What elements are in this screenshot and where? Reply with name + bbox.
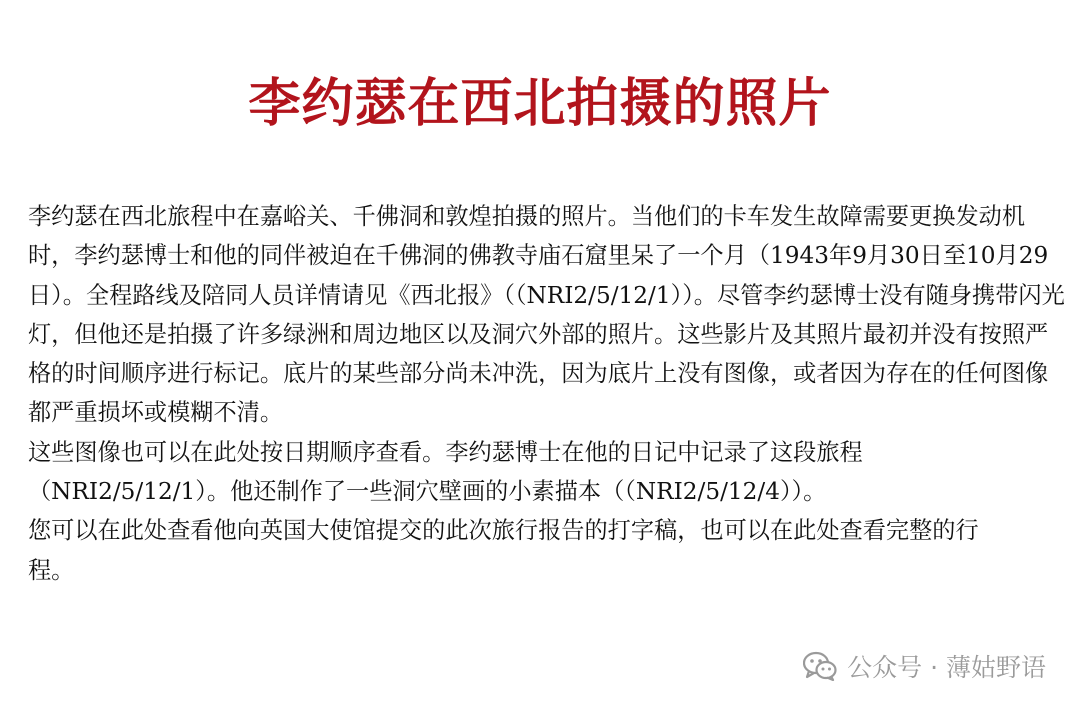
document-body <box>28 197 1068 590</box>
paragraph-3: 您可以在此处查看他向英国大使馆提交的此次旅行报告的打字稿，也可以在此处查看完整的行程。 <box>28 517 979 584</box>
paragraph-2: 这些图像也可以在此处按日期顺序查看。李约瑟博士在他的日记中记录了这段旅程（NRI2/5/12/1）。他还制作了一些洞穴壁画的小素描本（（NRI2/5/12/4））。 <box>28 438 863 506</box>
watermark <box>803 646 1046 686</box>
watermark-text: 公众号 · 薄姑野语 <box>847 653 1046 682</box>
page-title: 李约瑟在西北拍摄的照片 <box>248 73 832 134</box>
wechat-icon <box>803 651 837 681</box>
paragraph-1: 李约瑟在西北旅程中在嘉峪关、千佛洞和敦煌拍摄的照片。当他们的卡车发生故障需要更换发动机时，李约瑟博士和他的同伴被迫在千佛洞的佛教寺庙石窟里呆了一个月（1943年9月30日至10月29日）。全程路线及陪同人员详情请见《西北报》（（NRI2/5/12/1））。尽管李约瑟博士没有随身携带闪光灯，但他还是拍摄了许多绿洲和周边地区以及洞穴外部的照片。这些影片及其照片最初并没有按照严格的时间顺序进行标记。底片的某些部分尚未冲洗，因为底片上没有图像，或者因为存在的任何图像都严重损坏或模糊不清。 <box>28 203 1065 427</box>
